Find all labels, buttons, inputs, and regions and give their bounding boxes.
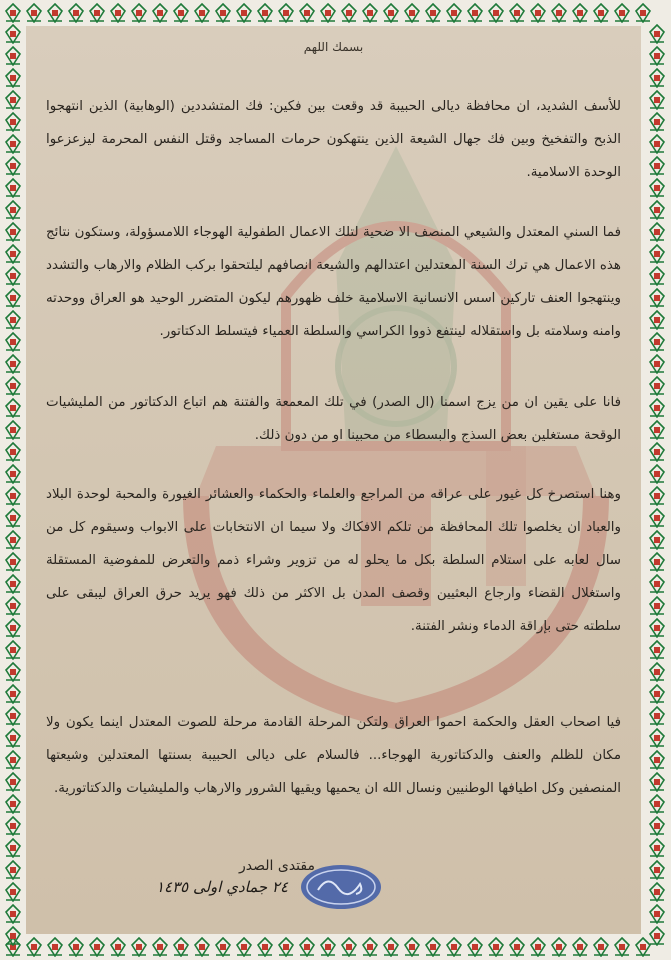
border-ornament-icon <box>4 596 22 616</box>
signature-name: مقتدى الصدر <box>239 858 315 874</box>
border-ornament-icon <box>4 178 22 198</box>
border-ornament-icon <box>235 3 253 23</box>
border-ornament-icon <box>4 574 22 594</box>
border-ornament-icon <box>130 3 148 23</box>
border-ornament-icon <box>424 937 442 957</box>
border-ornament-icon <box>592 3 610 23</box>
border-ornament-icon <box>4 288 22 308</box>
border-ornament-icon <box>648 68 666 88</box>
border-ornament-icon <box>4 750 22 770</box>
border-ornament-icon <box>4 134 22 154</box>
border-ornament-icon <box>4 816 22 836</box>
border-ornament-icon <box>648 794 666 814</box>
border-ornament-icon <box>466 937 484 957</box>
border-ornament-icon <box>648 508 666 528</box>
border-ornament-icon <box>487 3 505 23</box>
border-ornament-icon <box>445 3 463 23</box>
border-ornament-icon <box>550 3 568 23</box>
border-ornament-icon <box>550 937 568 957</box>
border-ornament-icon <box>648 200 666 220</box>
border-ornament-icon <box>4 420 22 440</box>
border-ornament-icon <box>648 552 666 572</box>
border-ornament-icon <box>4 662 22 682</box>
border-ornament-icon <box>361 3 379 23</box>
border-ornament-icon <box>109 3 127 23</box>
border-ornament-icon <box>648 816 666 836</box>
border-ornament-icon <box>193 937 211 957</box>
border-ornament-icon <box>4 244 22 264</box>
blue-seal-stamp <box>298 862 384 912</box>
paragraph-4: وهنا استصرخ كل غيور على عراقه من المراجع والعلماء والحكماء والعشائر الغيورة والمحبة لوحدة البلاد والعباد ان يخلصوا تلك المحافظة من تلكم الافكاك ولا سيما ان الانتخابات على الابواب وسيقوم كل من سال لعابه على استلام السلطة بكل ما يحلو له من تزوير وشراء ذمم والتعرض للمفوضية المستقلة واستغلال القضاء وارجاع البعثيين وقصف المدن بل الاكثر من ذلك فهو يريد حرق العراق ليبقى على سلطته حتى بإراقة الدماء ونشر الفتنة. <box>46 487 621 634</box>
border-ornament-icon <box>4 684 22 704</box>
border-ornament-icon <box>25 3 43 23</box>
border-ornament-icon <box>277 937 295 957</box>
border-ornament-icon <box>151 937 169 957</box>
border-ornament-icon <box>648 178 666 198</box>
border-ornament-icon <box>648 750 666 770</box>
border-ornament-icon <box>256 3 274 23</box>
border-ornament-icon <box>648 288 666 308</box>
border-ornament-icon <box>4 772 22 792</box>
border-ornament-icon <box>4 112 22 132</box>
border-ornament-icon <box>487 937 505 957</box>
border-ornament-icon <box>4 728 22 748</box>
border-ornament-icon <box>648 904 666 924</box>
border-ornament-icon <box>592 937 610 957</box>
paragraph-1: للأسف الشديد، ان محافظة ديالى الحبيبة قد وقعت بين فكين: فك المتشددين (الوهابية) الذين انتهجوا الذبح والتفخيخ وبين فك جهال الشيعة الذين ينتهكون حرمات المساجد وقتل النفس المحرمة ليزعزعوا الوحدة الاسلامية. <box>46 99 621 180</box>
border-ornament-icon <box>4 904 22 924</box>
border-ornament-icon <box>4 332 22 352</box>
border-ornament-icon <box>648 574 666 594</box>
paragraph-5: فيا اصحاب العقل والحكمة احموا العراق ولتكن المرحلة القادمة مرحلة للصوت المعتدل اينما يكون ولا مكان للظلم والعنف والدكتاتورية الهوجاء... فالسلام على ديالى الحبيبة بسنتها المعتدلين وشيعتها المنصفين وكل اطيافها الوطنيين ونسال الله ان يحميها ويقيها الشرور والارهاب والمليشيات والدكتاتورية. <box>46 715 621 796</box>
border-ornament-icon <box>67 937 85 957</box>
border-ornament-icon <box>648 354 666 374</box>
border-ornament-icon <box>648 530 666 550</box>
border-ornament-icon <box>277 3 295 23</box>
border-ornament-icon <box>648 90 666 110</box>
border-ornament-icon <box>648 244 666 264</box>
border-ornament-icon <box>4 838 22 858</box>
border-ornament-icon <box>445 937 463 957</box>
border-ornament-icon <box>4 3 22 23</box>
border-ornament-icon <box>613 937 631 957</box>
border-ornament-icon <box>4 68 22 88</box>
border-ornament-icon <box>151 3 169 23</box>
border-ornament-icon <box>4 90 22 110</box>
border-ornament-icon <box>4 882 22 902</box>
border-ornament-icon <box>4 508 22 528</box>
border-ornament-icon <box>403 3 421 23</box>
border-ornament-icon <box>648 332 666 352</box>
border-ornament-icon <box>571 3 589 23</box>
border-ornament-icon <box>46 937 64 957</box>
border-ornament-icon <box>634 3 652 23</box>
border-ornament-icon <box>648 772 666 792</box>
border-ornament-icon <box>648 442 666 462</box>
border-ornament-icon <box>4 46 22 66</box>
letter-heading: بسمك اللهم <box>303 40 364 54</box>
border-ornament-icon <box>130 937 148 957</box>
border-ornament-icon <box>648 310 666 330</box>
border-ornament-icon <box>648 266 666 286</box>
border-ornament-icon <box>648 222 666 242</box>
border-ornament-icon <box>4 376 22 396</box>
border-ornament-icon <box>648 134 666 154</box>
border-ornament-icon <box>648 926 666 946</box>
border-ornament-icon <box>4 266 22 286</box>
border-ornament-icon <box>4 222 22 242</box>
border-ornament-icon <box>648 420 666 440</box>
signature-date: ٢٤ جمادي اولى ١٤٣٥ <box>155 878 289 896</box>
border-ornament-icon <box>648 46 666 66</box>
border-ornament-icon <box>648 860 666 880</box>
border-ornament-icon <box>382 937 400 957</box>
border-ornament-icon <box>424 3 442 23</box>
border-ornament-icon <box>298 3 316 23</box>
border-ornament-icon <box>648 486 666 506</box>
border-ornament-icon <box>298 937 316 957</box>
border-ornament-icon <box>319 937 337 957</box>
letter-paper <box>26 26 641 934</box>
border-ornament-icon <box>382 3 400 23</box>
border-ornament-icon <box>340 3 358 23</box>
border-ornament-icon <box>648 838 666 858</box>
border-ornament-icon <box>4 794 22 814</box>
border-ornament-icon <box>648 882 666 902</box>
border-ornament-icon <box>648 112 666 132</box>
border-ornament-icon <box>4 310 22 330</box>
border-ornament-icon <box>648 596 666 616</box>
border-ornament-icon <box>25 937 43 957</box>
border-ornament-icon <box>67 3 85 23</box>
border-ornament-icon <box>4 640 22 660</box>
border-ornament-icon <box>109 937 127 957</box>
border-ornament-icon <box>613 3 631 23</box>
border-ornament-icon <box>648 376 666 396</box>
border-ornament-icon <box>403 937 421 957</box>
border-ornament-icon <box>4 156 22 176</box>
border-ornament-icon <box>4 706 22 726</box>
border-ornament-icon <box>4 354 22 374</box>
border-ornament-icon <box>648 24 666 44</box>
border-ornament-icon <box>4 530 22 550</box>
border-ornament-icon <box>466 3 484 23</box>
border-ornament-icon <box>4 398 22 418</box>
border-ornament-icon <box>4 618 22 638</box>
border-ornament-icon <box>571 937 589 957</box>
border-ornament-icon <box>648 464 666 484</box>
border-ornament-icon <box>4 442 22 462</box>
border-ornament-icon <box>4 552 22 572</box>
border-ornament-icon <box>88 937 106 957</box>
border-ornament-icon <box>529 3 547 23</box>
border-ornament-icon <box>172 937 190 957</box>
border-ornament-icon <box>648 684 666 704</box>
paragraph-3: فانا على يقين ان من يزج اسمنا (ال الصدر) في تلك المعمعة والفتنة هم اتباع الدكتاتور من المليشيات الوقحة مستغلين بعض السذج والبسطاء من محبينا او من دون ذلك. <box>46 395 621 443</box>
border-ornament-icon <box>256 937 274 957</box>
paragraph-2: فما السني المعتدل والشيعي المنصف الا ضحية لتلك الاعمال الطفولية الهوجاء اللامسؤولة، وستكون نتائج هذه الاعمال هي ترك السنة المعتدلين اعتدالهم والشيعة انصافهم ليلتحقوا بركب الظلام والارهاب والتشدد وينتهجوا العنف تاركين اسس الانسانية الاسلامية خلف ظهورهم ليكون المتضرر الوحيد هو العراق ووحدته وامنه وسلامته بل واستقلاله لينتفع ذووا الكراسي والسلطة العمياء فيتسلط الدكتاتور. <box>46 225 621 339</box>
border-ornament-icon <box>4 24 22 44</box>
border-ornament-icon <box>4 464 22 484</box>
border-ornament-icon <box>361 937 379 957</box>
border-ornament-icon <box>508 937 526 957</box>
border-ornament-icon <box>648 706 666 726</box>
border-ornament-icon <box>172 3 190 23</box>
border-ornament-icon <box>648 156 666 176</box>
border-ornament-icon <box>319 3 337 23</box>
border-ornament-icon <box>193 3 211 23</box>
border-ornament-icon <box>214 937 232 957</box>
border-ornament-icon <box>648 640 666 660</box>
border-ornament-icon <box>340 937 358 957</box>
border-ornament-icon <box>529 937 547 957</box>
border-ornament-icon <box>508 3 526 23</box>
border-ornament-icon <box>648 662 666 682</box>
border-ornament-icon <box>648 728 666 748</box>
border-ornament-icon <box>4 200 22 220</box>
border-ornament-icon <box>235 937 253 957</box>
border-ornament-icon <box>648 398 666 418</box>
border-ornament-icon <box>88 3 106 23</box>
border-ornament-icon <box>214 3 232 23</box>
border-ornament-icon <box>4 926 22 946</box>
border-ornament-icon <box>4 486 22 506</box>
border-ornament-icon <box>46 3 64 23</box>
border-ornament-icon <box>4 860 22 880</box>
border-ornament-icon <box>648 618 666 638</box>
